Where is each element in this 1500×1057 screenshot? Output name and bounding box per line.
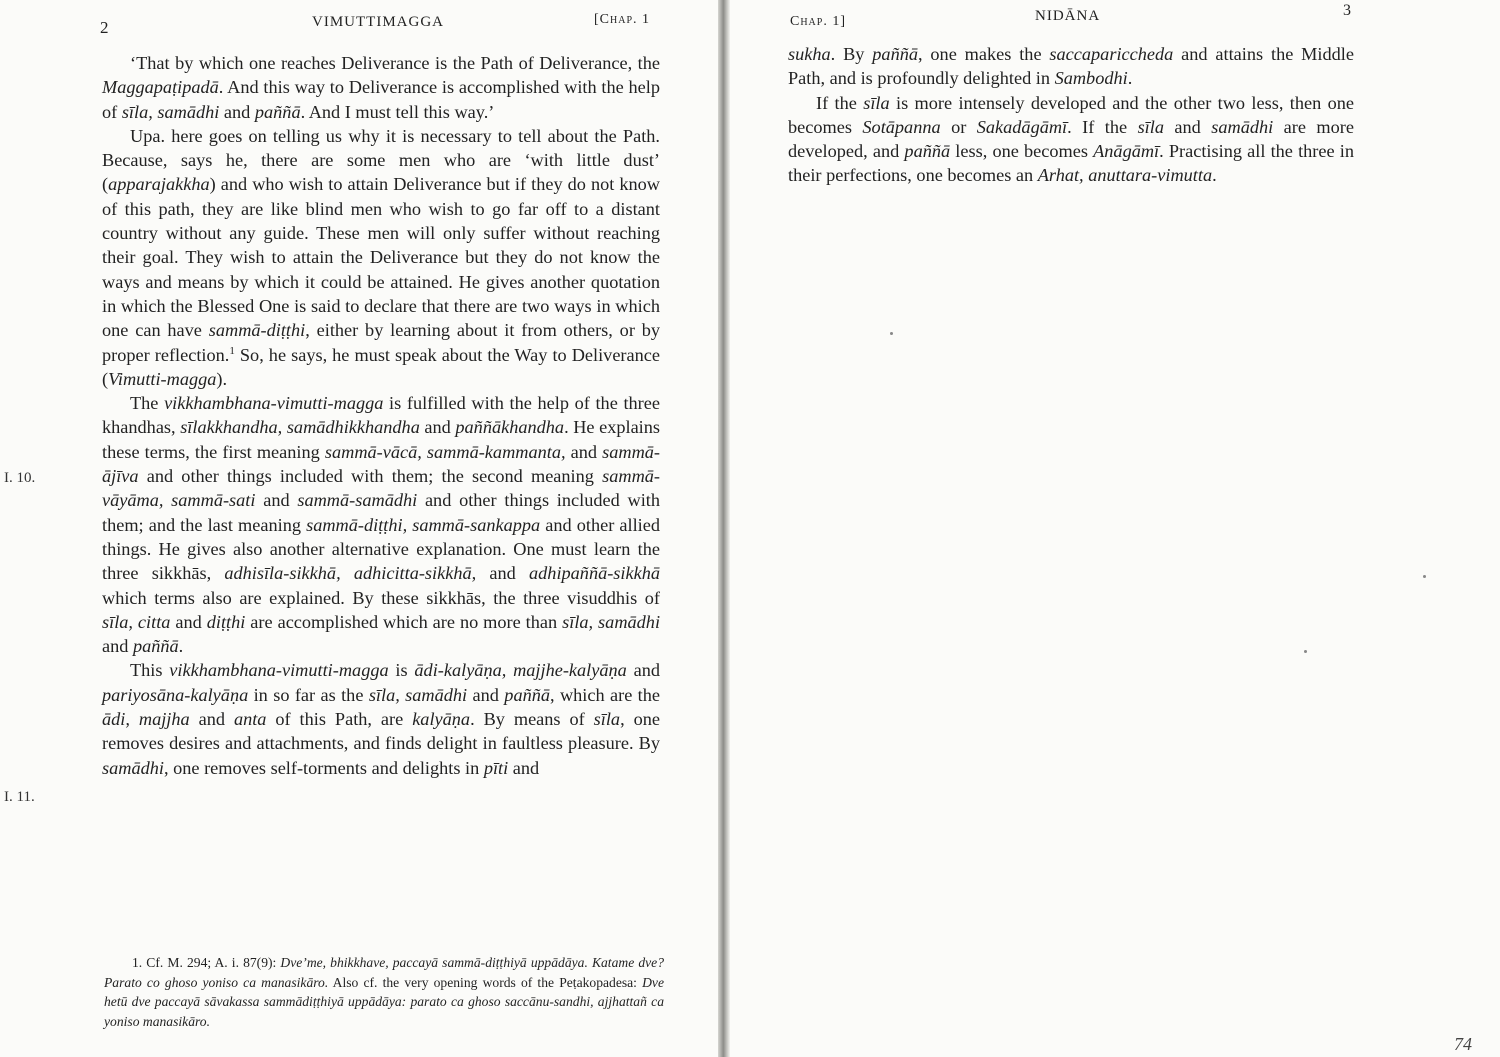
paper-speck [1423,575,1426,578]
page-number: 3 [1343,2,1351,19]
margin-reference: I. 11. [4,789,35,805]
paragraph: This vikkhambhana-vimutti-magga is ādi-kalyāṇa, majjhe-kalyāṇa and pariyosāna-kalyāṇa in so far as the sīla, samādhi and paññā, which are the ādi, majjha and anta of this Path, are kalyāṇa. By means of sīla, one removes desires and attachments, and finds delight in faultless pleasure. By samādhi, one removes self-torments and delights in pīti and [102,660,661,778]
paper-speck [1304,650,1307,653]
body-text [788,42,1354,188]
page-gutter [718,0,730,1057]
chapter-reference: [Chap. 1 [594,12,651,27]
running-title: NIDĀNA [1035,8,1101,24]
right-page [730,0,1500,1057]
margin-reference: I. 10. [4,470,36,486]
page-number: 2 [100,18,109,37]
running-title: VIMUTTIMAGGA [312,14,444,30]
paragraph: Upa. here goes on telling us why it is necessary to tell about the Path. Because, says he, there are some men who are ‘with little dust’ (apparajakkha) and who wish to attain Deliverance but if they do not know of this path, they are like blind men who wish to go far off to a distant country without any guide. These men will only suffer without reaching their goal. They wish to attain the Deliverance but they do not know the ways and means by which it could be attained. He gives another quotation in which the Blessed One is said to declare that there are two ways in which one can have sammā-diṭṭhi, either by learning about it from others, or by proper reflection.$^1$ So, he says, he must speak about the Way to Deliverance (Vimutti-magga). [102,125,661,389]
paragraph: sukha. By paññā, one makes the saccapariccheda and attains the Middle Path, and is profoundly delighted in Sambodhi. [788,44,1354,89]
paragraph: If the sīla is more intensely developed and the other two less, then one becomes Sotāpanna or Sakadāgāmī. If the sīla and samādhi are more developed, and paññā less, one becomes Anāgāmī. Practising all the three in their perfections, one becomes an Arhat, anuttara-vimutta. [788,92,1354,186]
chapter-reference: Chap. 1] [790,14,847,29]
footnote [104,953,664,1031]
paragraph: ‘That by which one reaches Deliverance is the Path of Deliverance, the Maggapaṭipadā. And this way to Deliverance is accomplished with the help of sīla, samādhi and paññā. And I must tell this way.’ [102,53,660,122]
left-page [0,0,718,1057]
paper-speck [890,332,893,335]
footnote-text: 1. Cf. M. 294; A. i. 87(9): Dve’me, bhikkhave, paccayā sammā-diṭṭhiyā uppādāya. Katame dve? Parato co ghoso yoniso ca manasikāro. Also cf. the very opening words of the Peṭakopadesa: Dve hetū dve paccayā sāvakassa sammādiṭṭhiyā uppādāya: parato ca ghoso saccānu-sandhi, ajjhattañ ca yoniso manasikāro. [104,955,664,1029]
handwritten-mark: 74 [1454,1034,1472,1054]
paragraph: The vikkhambhana-vimutti-magga is fulfilled with the help of the three khandhas, sīlakkhandha, samādhikkhandha and paññākhandha. He explains these terms, the first meaning sammā-vācā, sammā-kammanta, and sammā-ājīva and other things included with them; the second meaning sammā-vāyāma, sammā-sati and sammā-samādhi and other things included with them; and the last meaning sammā-diṭṭhi, sammā-sankappa and other allied things. He gives also another alternative explanation. One must learn the three sikkhās, adhisīla-sikkhā, adhicitta-sikkhā, and adhipaññā-sikkhā which terms also are explained. By these sikkhās, the three visuddhis of sīla, citta and diṭṭhi are accomplished which are no more than sīla, samādhi and paññā. [102,393,661,657]
body-text [102,51,660,780]
